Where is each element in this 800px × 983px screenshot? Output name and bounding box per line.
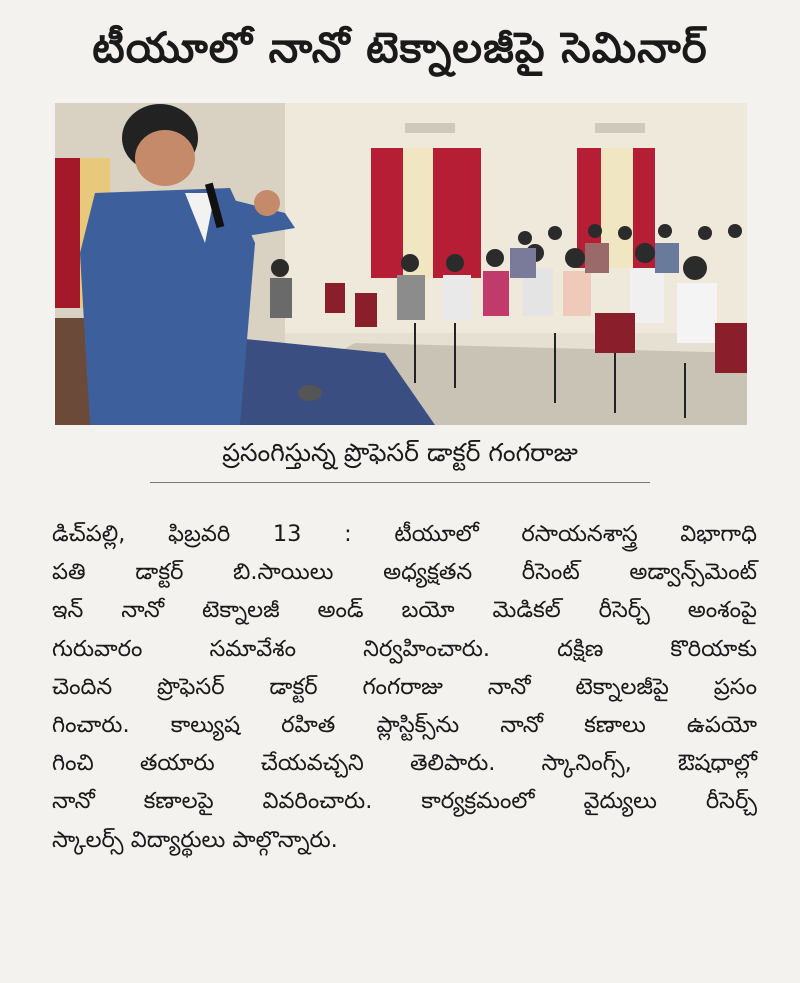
- article-line: నానో కణాలపై వివరించారు. కార్యక్రమంలో వైద్యులు రీసెర్చ్: [52, 788, 757, 815]
- seminar-photo: [55, 103, 747, 425]
- caption-divider: [150, 482, 650, 483]
- article-line: డిచ్‌పల్లి, ఫిబ్రవరి 13 : టీయూలో రసాయనశాస్త్ర విభాగాధి: [52, 521, 757, 547]
- photo-caption: ప్రసంగిస్తున్న ప్రొఫెసర్ డాక్టర్ గంగరాజు: [222, 438, 578, 467]
- article-line: చెందిన ప్రొఫెసర్ డాక్టర్ గంగరాజు నానో టెక్నాలజీపై ప్రసం: [52, 673, 757, 700]
- article-line: గించి తయారు చేయవచ్చని తెలిపారు. స్కానింగ్స్, ఔషధాల్లో: [52, 750, 757, 777]
- article-line: స్కాలర్స్ విద్యార్థులు పాల్గొన్నారు.: [52, 826, 338, 853]
- article-line: గురువారం సమావేశం నిర్వహించారు. దక్షిణ కొరియాకు: [52, 635, 757, 662]
- article-body: [52, 515, 757, 859]
- article-line: గించారు. కాల్యుష రహిత ప్లాస్టిక్స్‌ను నానో కణాలు ఉపయో: [52, 711, 757, 738]
- article-line: ఇన్ నానో టెక్నాలజీ అండ్ బయో మెడికల్ రీసెర్చ్ అంశంపై: [52, 597, 757, 624]
- headline: టీయూలో నానో టెక్నాలజీపై సెమినార్: [92, 23, 708, 72]
- article-line: పతి డాక్టర్ బి.సాయిలు అధ్యక్షతన రీసెంట్ అడ్వాన్స్‌మెంట్: [52, 559, 757, 586]
